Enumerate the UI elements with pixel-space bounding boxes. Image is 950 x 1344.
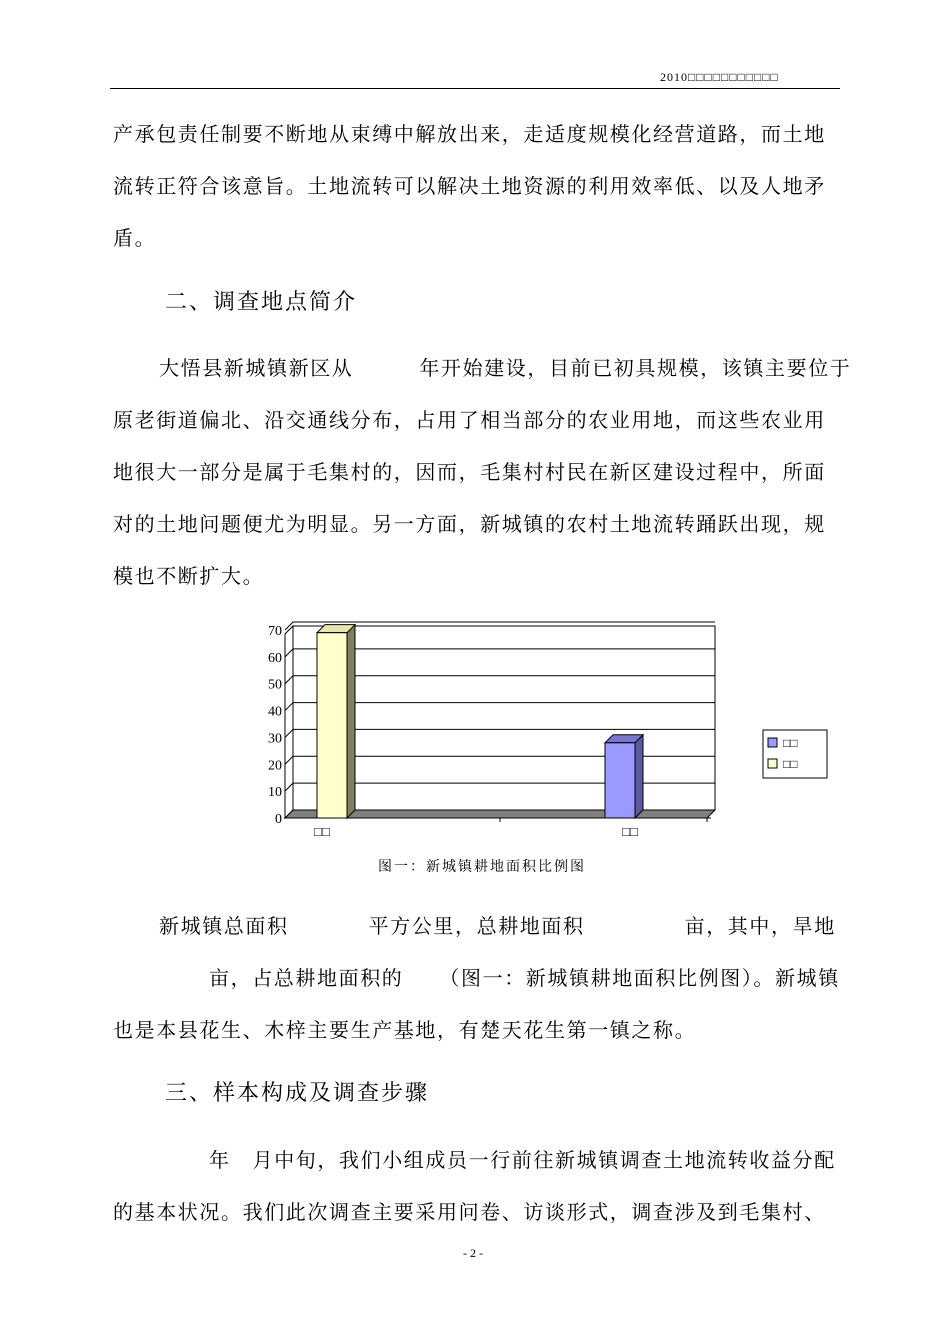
text-line: 产承包责任制要不断地从束缚中解放出来，走适度规模化经营道路，而土地 [113, 122, 826, 146]
text-line [113, 342, 855, 394]
bar-side [347, 625, 355, 818]
text-segment: （图一：新城镇耕地面积比例图）。新城镇 [439, 966, 840, 990]
text-line [113, 952, 855, 1004]
y-tick-label: 50 [268, 677, 282, 693]
text-line: 的基本状况。我们此次调查主要采用问卷、访谈形式，调查涉及到毛集村、 [113, 1200, 826, 1224]
text-line: 也是本县花生、木梓主要生产基地，有楚天花生第一镇之称。 [113, 1018, 697, 1042]
farmland-area-chart [255, 618, 845, 843]
running-header: 2010□□□□□□□□□□□ [660, 70, 779, 84]
y-tick-label: 10 [268, 785, 282, 801]
text-segment: 大悟县新城镇新区从 [159, 356, 354, 380]
text-line [113, 900, 855, 952]
paragraph-survey-site [113, 342, 855, 602]
paragraph-sample [113, 1134, 855, 1238]
text-segment: 月中旬，我们小组成员一行前往新城镇调查土地流转收益分配 [252, 1148, 836, 1172]
text-segment: 年开始建设，目前已初具规模，该镇主要位于 [419, 356, 852, 380]
y-tick-label: 40 [268, 704, 282, 720]
text-line: 流转正符合该意旨。土地流转可以解决土地资源的利用效率低、以及人地矛 [113, 174, 826, 198]
bar [605, 743, 635, 818]
page-number: - 2 - [463, 1246, 483, 1260]
bar [317, 633, 347, 818]
bar-side [635, 735, 643, 818]
x-tick-label: □□ [622, 824, 638, 839]
legend-swatch [768, 738, 777, 747]
text-segment: 平方公里，总耕地面积 [368, 914, 585, 938]
text-segment: 新城镇总面积 [159, 914, 289, 938]
y-tick-label: 60 [268, 650, 282, 666]
x-tick-label: □□ [314, 824, 330, 839]
chart-back-wall [293, 626, 715, 810]
legend-swatch [768, 759, 777, 768]
text-line: 地很大一部分是属于毛集村的，因而，毛集村村民在新区建设过程中，所面 [113, 460, 826, 484]
paragraph-intro-continued [113, 108, 855, 264]
text-segment: 亩，占总耕地面积的 [209, 966, 404, 990]
legend-label: □□ [783, 736, 798, 750]
text-segment: 年 [209, 1148, 231, 1172]
y-tick-label: 30 [268, 731, 282, 747]
text-line: 模也不断扩大。 [113, 564, 265, 588]
y-tick-label: 70 [268, 624, 282, 639]
text-segment: 亩，其中，旱地 [684, 914, 836, 938]
chart-caption: 图一：新城镇耕地面积比例图 [378, 859, 586, 875]
bar-chart [255, 618, 845, 843]
text-line: 原老街道偏北、沿交通线分布，占用了相当部分的农业用地，而这些农业用 [113, 408, 826, 432]
text-line [113, 1134, 855, 1186]
y-tick-label: 20 [268, 758, 282, 774]
header-rule [110, 88, 840, 89]
text-line: 对的土地问题便尤为明显。另一方面，新城镇的农村土地流转踊跃出现，规 [113, 512, 826, 536]
section-heading-survey-site: 二、调查地点简介 [165, 290, 358, 315]
section-heading-sample: 三、样本构成及调查步骤 [165, 1081, 430, 1106]
chart-side-wall [285, 626, 293, 818]
y-tick-label: 0 [275, 812, 282, 827]
legend-label: □□ [783, 757, 798, 771]
text-line: 盾。 [113, 226, 157, 250]
paragraph-area-stats [113, 900, 855, 1056]
